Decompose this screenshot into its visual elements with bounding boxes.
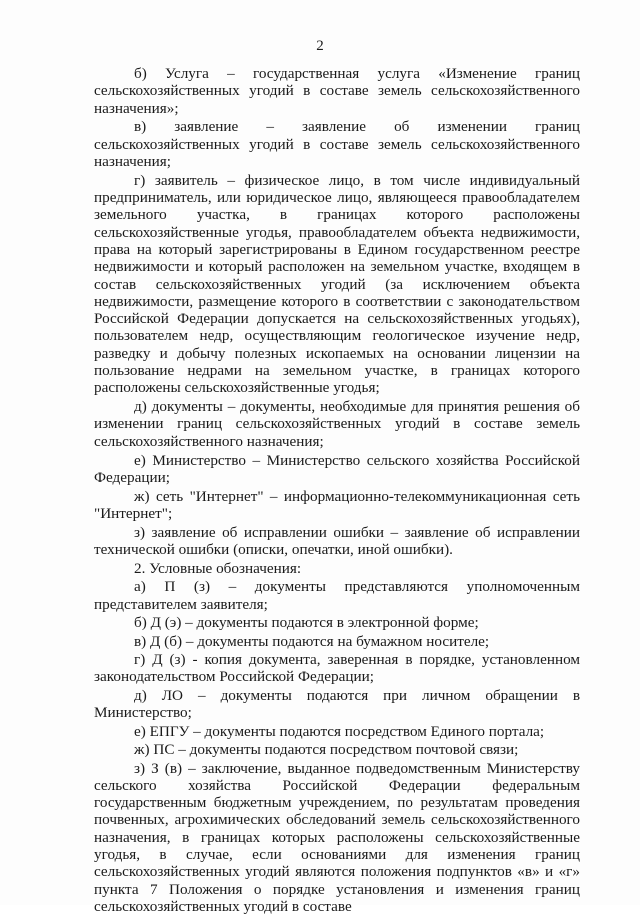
definition-internet: ж) сеть "Интернет" – информационно-телекоммуникационная сеть "Интернет"; xyxy=(94,487,580,522)
legend-item-e: е) ЕПГУ – документы подаются посредством Единого портала; xyxy=(134,722,545,740)
definition-zayavlenie-ob-ispravlenii: з) заявление об исправлении ошибки – заявление об исправлении технической ошибки (описки, опечатки, иной ошибки). xyxy=(94,523,580,559)
document-body xyxy=(94,65,580,916)
definition-ministerstvo: е) Министерство – Министерство сельского хозяйства Российской Федерации; xyxy=(94,451,580,486)
legend-item-v: в) Д (б) – документы подаются на бумажном носителе; xyxy=(134,632,490,650)
page-number: 2 xyxy=(316,38,324,54)
definition-usluga: б) Услуга – государственная услуга «Изменение границ сельскохозяйственных угодий в составе земель сельскохозяйственного назначения»; xyxy=(94,65,580,117)
section-heading-legend: 2. Условные обозначения: xyxy=(134,559,302,577)
definition-zayavlenie: в) заявление – заявление об изменении границ сельскохозяйственных угодий в составе земель сельскохозяйственного назначения; xyxy=(94,118,580,170)
definition-dokumenty: д) документы – документы, необходимые для принятия решения об изменении границ сельскохозяйственных угодий в составе земель сельскохозяйственного назначения; xyxy=(94,398,580,450)
legend-item-d: д) ЛО – документы подаются при личном обращении в Министерство; xyxy=(94,686,580,722)
legend-item-a: а) П (з) – документы представляются уполномоченным представителем заявителя; xyxy=(94,578,580,613)
legend-item-zh: ж) ПС – документы подаются посредством почтовой связи; xyxy=(134,741,519,759)
legend-item-z: з) З (в) – заключение, выданное подведомственным Министерству сельского хозяйства Российской Федерации федеральным государственным бюджетным учреждением, по результатам проведения почвенных, агрохимических обследований земель сельскохозяйственного назначения, в границах которых расположены сельскохозяйственные угодья, в случае, если основаниями для изменения границ сельскохозяйственных угодий являются положения подпунктов «в» и «г» пункта 7 Положения о порядке установления и изменения границ сельскохозяйственных угодий в составе xyxy=(94,759,580,915)
legend-item-b: б) Д (э) – документы подаются в электронной форме; xyxy=(134,614,479,632)
legend-item-g: г) Д (з) - копия документа, заверенная в порядке, установленном законодательством Российской Федерации; xyxy=(94,651,580,686)
definition-zayavitel: г) заявитель – физическое лицо, в том числе индивидуальный предприниматель, или юридическое лицо, являющееся правообладателем земельного участка, в границах которого расположены сельскохозяйственные угодья, правообладателем объекта недвижимости, права на который зарегистрированы в Едином государственном реестре недвижимости и который расположен на земельном участке, входящем в состав сельскохозяйственных угодий (за исключением объекта недвижимости, размещение которого в соответствии с законодательством Российской Федерации допускается на сельскохозяйственных угодьях), пользователем недр, осуществляющим геологическое изучение недр, разведку и добычу полезных ископаемых на основании лицензии на пользование недрами на земельном участке, в границах которого расположены сельскохозяйственные угодья; xyxy=(94,171,580,397)
